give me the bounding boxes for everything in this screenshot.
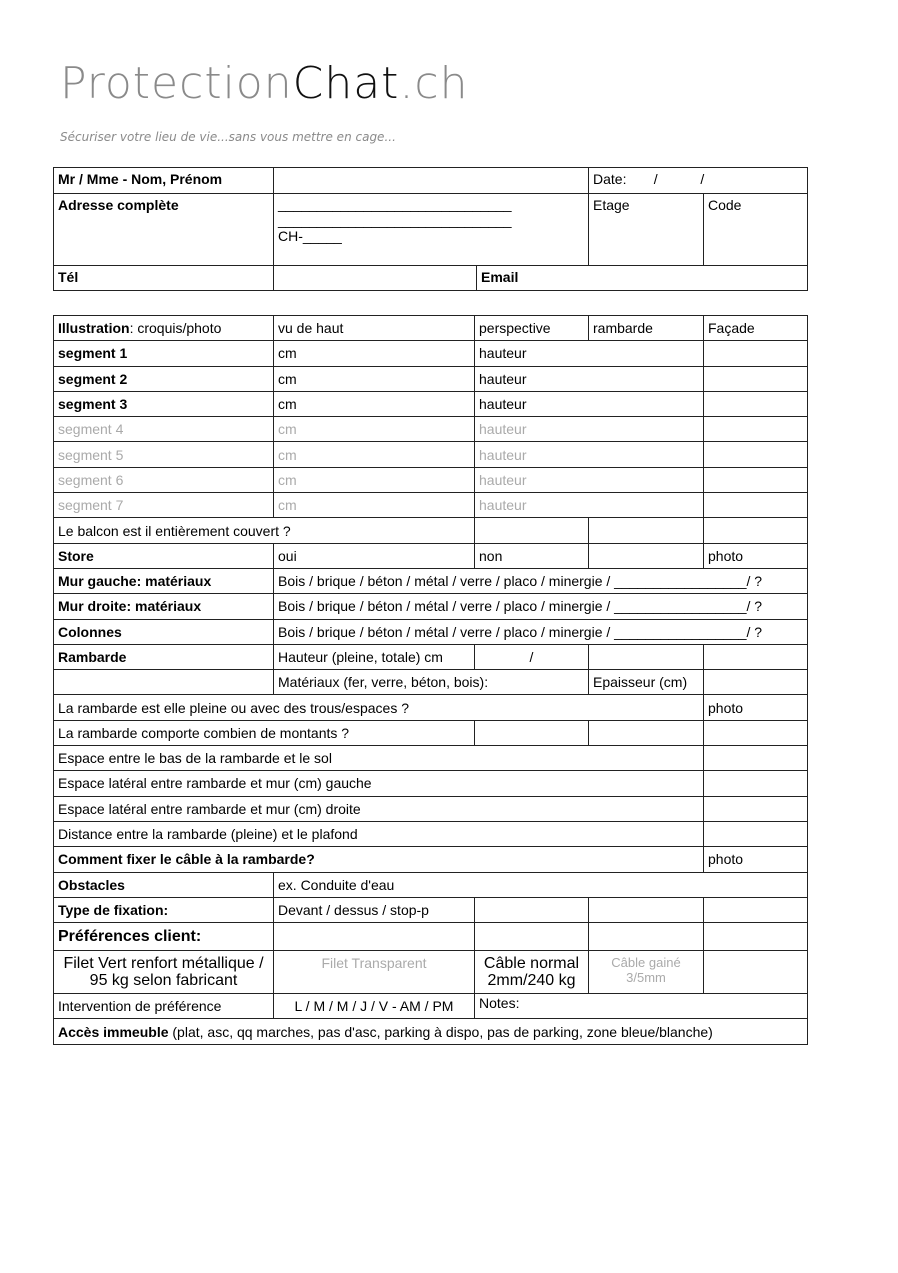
covered-question: Le balcon est il entièrement couvert ? bbox=[54, 518, 475, 543]
empty-cell[interactable] bbox=[589, 720, 704, 745]
rambarde-photo[interactable]: photo bbox=[704, 695, 808, 720]
empty-cell[interactable] bbox=[274, 923, 475, 951]
empty-cell[interactable] bbox=[704, 493, 808, 518]
cable-normal-option[interactable]: Câble normal 2mm/240 kg bbox=[475, 951, 589, 994]
wall-left-materials[interactable]: Bois / brique / béton / métal / verre / placo / minergie / _________________/ ? bbox=[274, 568, 808, 593]
postal-code: CH-_____ bbox=[278, 228, 342, 244]
segment-label: segment 6 bbox=[54, 467, 274, 492]
empty-cell[interactable] bbox=[704, 951, 808, 994]
code-field[interactable]: Code bbox=[704, 194, 808, 266]
empty-cell[interactable] bbox=[704, 670, 808, 695]
segment-length[interactable]: cm bbox=[274, 467, 475, 492]
empty-cell[interactable] bbox=[704, 897, 808, 922]
empty-cell[interactable] bbox=[589, 923, 704, 951]
rambarde-materials[interactable]: Matériaux (fer, verre, béton, bois): bbox=[274, 670, 589, 695]
segment-length[interactable]: cm bbox=[274, 442, 475, 467]
empty-cell[interactable] bbox=[704, 467, 808, 492]
store-photo[interactable]: photo bbox=[704, 543, 808, 568]
cable-fix-question: Comment fixer le câble à la rambarde? bbox=[54, 847, 704, 872]
top-view[interactable]: vu de haut bbox=[274, 316, 475, 341]
notes-field[interactable]: Notes: bbox=[475, 994, 808, 1019]
empty-cell[interactable] bbox=[704, 644, 808, 669]
empty-cell[interactable] bbox=[704, 442, 808, 467]
cable-fix-photo[interactable]: photo bbox=[704, 847, 808, 872]
obstacles-field[interactable]: ex. Conduite d'eau bbox=[274, 872, 808, 897]
railing-view[interactable]: rambarde bbox=[589, 316, 704, 341]
fixation-label: Type de fixation: bbox=[54, 897, 274, 922]
wall-right-materials[interactable]: Bois / brique / béton / métal / verre / placo / minergie / _________________/ ? bbox=[274, 594, 808, 619]
empty-cell[interactable] bbox=[589, 644, 704, 669]
obstacles-label: Obstacles bbox=[54, 872, 274, 897]
segment-label: segment 1 bbox=[54, 341, 274, 366]
transparent-net-option[interactable]: Filet Transparent bbox=[274, 951, 475, 994]
empty-cell[interactable] bbox=[704, 391, 808, 416]
phone-label: Tél bbox=[54, 266, 274, 291]
space-right-label: Espace latéral entre rambarde et mur (cm) droite bbox=[54, 796, 704, 821]
days-options[interactable]: L / M / M / J / V - AM / PM bbox=[274, 994, 475, 1019]
address-field[interactable] bbox=[274, 194, 589, 266]
wall-right-label: Mur droite: matériaux bbox=[54, 594, 274, 619]
green-net-option[interactable]: Filet Vert renfort métallique / 95 kg selon fabricant bbox=[54, 951, 274, 994]
preferences-label: Préférences client: bbox=[54, 923, 274, 951]
empty-cell[interactable] bbox=[704, 923, 808, 951]
empty-cell[interactable] bbox=[589, 543, 704, 568]
date-field[interactable]: Date: / / bbox=[589, 168, 808, 194]
empty-cell[interactable] bbox=[589, 897, 704, 922]
facade-view[interactable]: Façade bbox=[704, 316, 808, 341]
segment-label: segment 4 bbox=[54, 417, 274, 442]
phone-field[interactable] bbox=[274, 266, 477, 291]
fixation-options[interactable]: Devant / dessus / stop-p bbox=[274, 897, 475, 922]
rambarde-full-question: La rambarde est elle pleine ou avec des trous/espaces ? bbox=[54, 695, 704, 720]
empty-cell[interactable] bbox=[704, 341, 808, 366]
segment-label: segment 7 bbox=[54, 493, 274, 518]
address-line-2: ______________________________ bbox=[278, 212, 512, 228]
empty-cell[interactable] bbox=[704, 746, 808, 771]
floor-field[interactable]: Etage bbox=[589, 194, 704, 266]
segment-height[interactable]: hauteur bbox=[475, 467, 704, 492]
segment-label: segment 3 bbox=[54, 391, 274, 416]
building-access[interactable]: Accès immeuble (plat, asc, qq marches, pas d'asc, parking à dispo, pas de parking, zone bleue/blanche) bbox=[54, 1019, 808, 1044]
segment-height[interactable]: hauteur bbox=[475, 417, 704, 442]
columns-materials[interactable]: Bois / brique / béton / métal / verre / placo / minergie / _________________/ ? bbox=[274, 619, 808, 644]
empty-cell[interactable] bbox=[704, 518, 808, 543]
rambarde-label: Rambarde bbox=[54, 644, 274, 669]
empty-cell[interactable] bbox=[704, 771, 808, 796]
wall-left-label: Mur gauche: matériaux bbox=[54, 568, 274, 593]
empty-cell[interactable] bbox=[704, 821, 808, 846]
empty-cell bbox=[54, 670, 274, 695]
tagline: Sécuriser votre lieu de vie...sans vous mettre en cage... bbox=[60, 130, 396, 144]
segment-height[interactable]: hauteur bbox=[475, 391, 704, 416]
illustration-label: Illustration: croquis/photo bbox=[54, 316, 274, 341]
empty-cell[interactable] bbox=[475, 720, 589, 745]
logo: ProtectionChat.ch bbox=[60, 58, 469, 109]
client-info-table bbox=[53, 167, 808, 291]
address-label: Adresse complète bbox=[54, 194, 274, 266]
empty-cell[interactable] bbox=[704, 720, 808, 745]
perspective[interactable]: perspective bbox=[475, 316, 589, 341]
segment-label: segment 2 bbox=[54, 366, 274, 391]
space-bottom-label: Espace entre le bas de la rambarde et le sol bbox=[54, 746, 704, 771]
name-label: Mr / Mme - Nom, Prénom bbox=[54, 168, 274, 194]
segment-height[interactable]: hauteur bbox=[475, 442, 704, 467]
columns-label: Colonnes bbox=[54, 619, 274, 644]
empty-cell[interactable] bbox=[704, 366, 808, 391]
rambarde-height-label: Hauteur (pleine, totale) cm bbox=[274, 644, 475, 669]
segment-length[interactable]: cm bbox=[274, 391, 475, 416]
email-field[interactable]: Email bbox=[477, 266, 808, 291]
store-no[interactable]: non bbox=[475, 543, 589, 568]
store-yes[interactable]: oui bbox=[274, 543, 475, 568]
segment-height[interactable]: hauteur bbox=[475, 341, 704, 366]
address-line-1: ______________________________ bbox=[278, 196, 512, 212]
segment-length[interactable]: cm bbox=[274, 417, 475, 442]
rambarde-posts-question: La rambarde comporte combien de montants ? bbox=[54, 720, 475, 745]
details-table bbox=[53, 315, 808, 1045]
empty-cell[interactable] bbox=[704, 417, 808, 442]
empty-cell[interactable] bbox=[475, 923, 589, 951]
intervention-label: Intervention de préférence bbox=[54, 994, 274, 1019]
empty-cell[interactable] bbox=[704, 796, 808, 821]
name-field[interactable] bbox=[274, 168, 589, 194]
distance-ceiling-label: Distance entre la rambarde (pleine) et le plafond bbox=[54, 821, 704, 846]
segment-length[interactable]: cm bbox=[274, 341, 475, 366]
empty-cell[interactable] bbox=[475, 897, 589, 922]
thickness-label: Epaisseur (cm) bbox=[589, 670, 704, 695]
segment-height[interactable]: hauteur bbox=[475, 366, 704, 391]
space-left-label: Espace latéral entre rambarde et mur (cm) gauche bbox=[54, 771, 704, 796]
cable-sheathed-option[interactable]: Câble gainé 3/5mm bbox=[589, 951, 704, 994]
segment-length[interactable]: cm bbox=[274, 493, 475, 518]
empty-cell[interactable] bbox=[475, 518, 589, 543]
store-label: Store bbox=[54, 543, 274, 568]
segment-length[interactable]: cm bbox=[274, 366, 475, 391]
segment-label: segment 5 bbox=[54, 442, 274, 467]
rambarde-height-field[interactable]: / bbox=[475, 644, 589, 669]
segment-height[interactable]: hauteur bbox=[475, 493, 704, 518]
empty-cell[interactable] bbox=[589, 518, 704, 543]
